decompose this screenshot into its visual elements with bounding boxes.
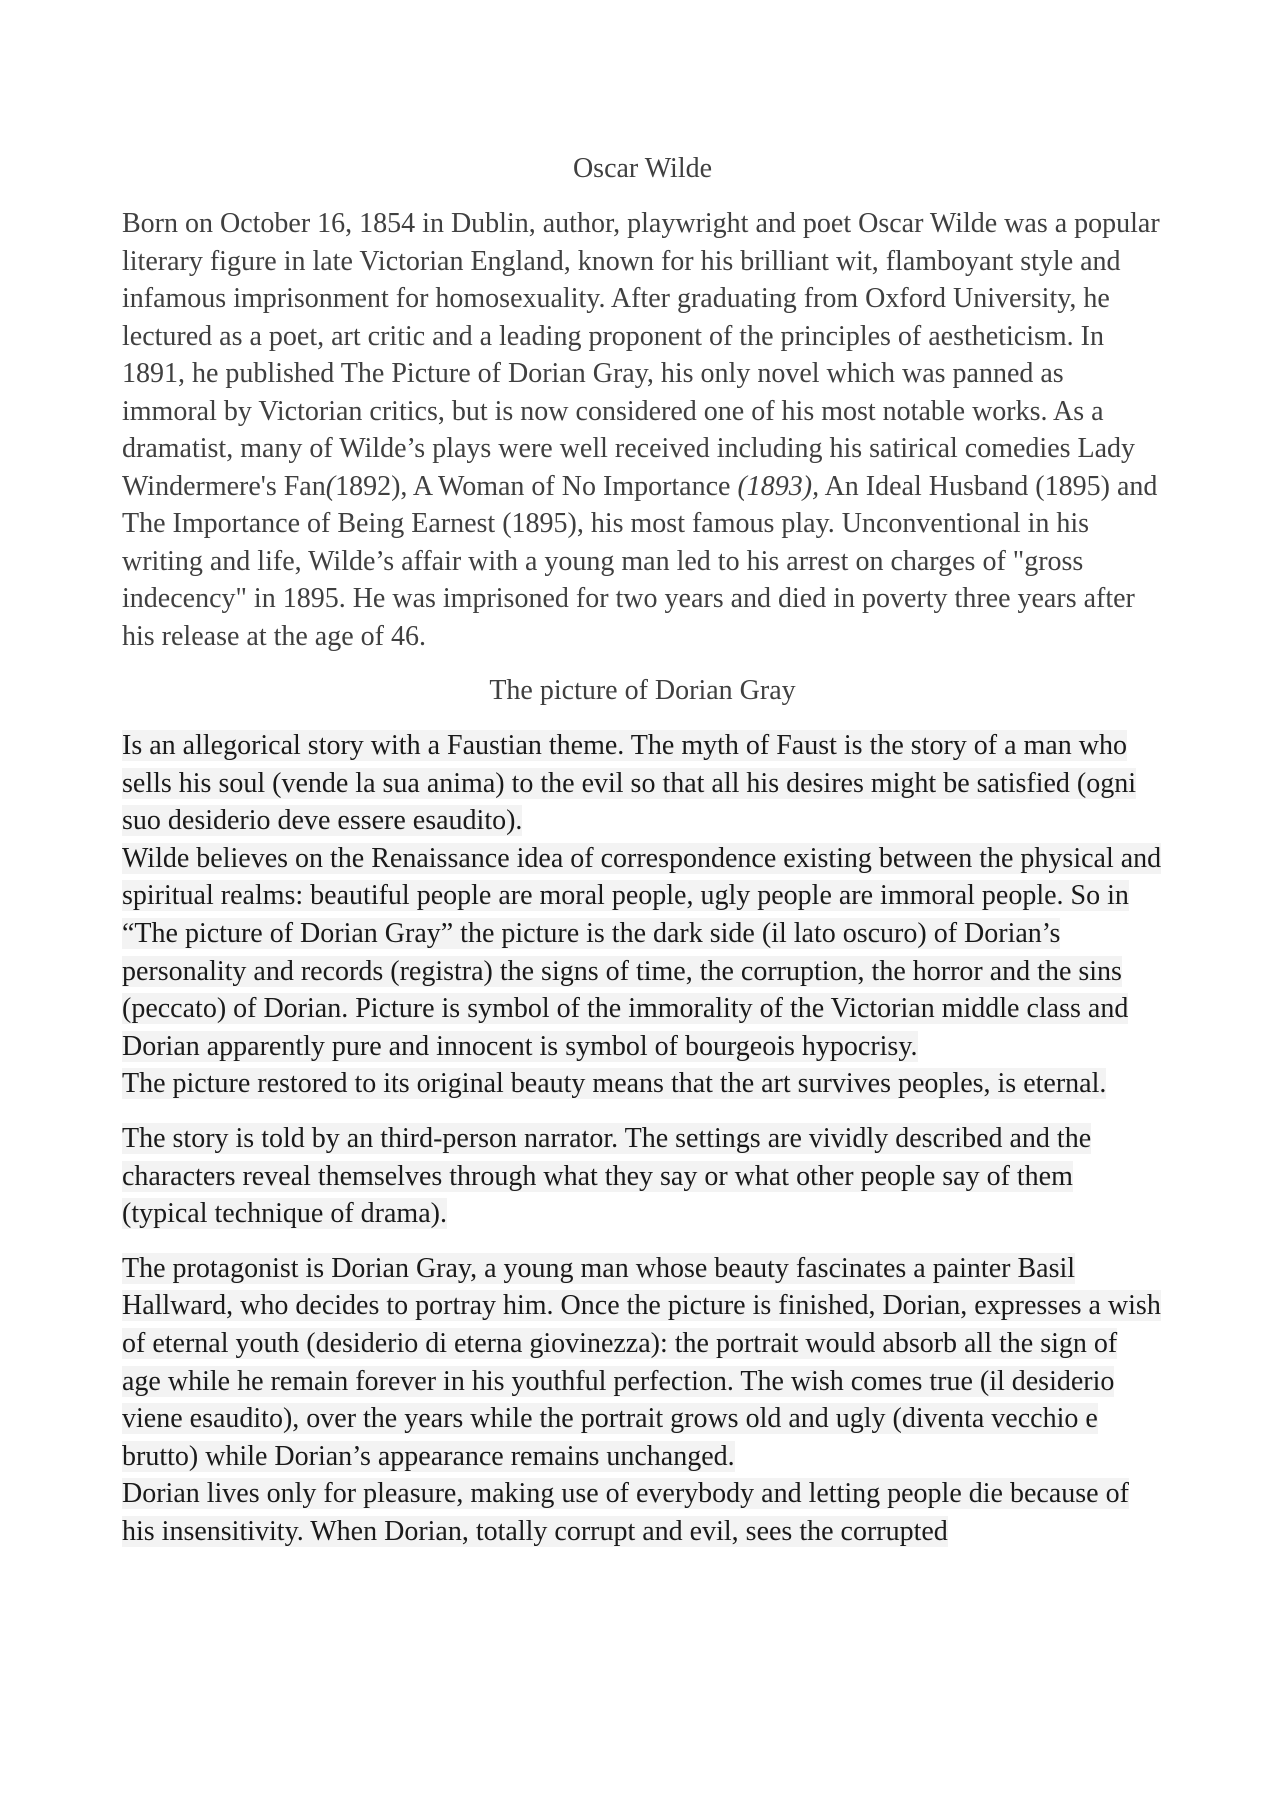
bio-text-part3: An Ideal Husband (1895) and The Importance of Being Earnest (1895), his most famous play. Unconventional in his writing and life, Wilde’s affair with a young man led to his arrest on charges of "gross indecency" in 1895. He was imprisoned for two years and died in poverty three years after his release at the age of 46. — [122, 470, 1158, 652]
document-title: Oscar Wilde — [572, 153, 713, 184]
bio-text-part1: Born on October 16, 1854 in Dublin, author, playwright and poet Oscar Wilde was a popular literary figure in late Victorian England, known for his brilliant wit, flamboyant style and infamous imprisonment for homosexuality. After graduating from Oxford University, he lectured as a poet, art critic and a leading proponent of the principles of aestheticism. In 1891, he published The Picture of Dorian Gray, his only novel which was panned as immoral by Victorian critics, but is now considered one of his most notable works. As a dramatist, many of Wilde’s plays were well received including his satirical comedies Lady Windermere's Fan — [122, 208, 1160, 502]
narrator-section — [122, 1120, 1163, 1233]
art-eternal-paragraph: The picture restored to its original beauty means that the art survives peoples, is eternal. — [122, 1068, 1107, 1100]
narrator-paragraph: The story is told by an third-person narrator. The settings are vividly described and the characters reveal themselves through what they say or what other people say of them (typical technique of drama). — [122, 1122, 1092, 1230]
biography-paragraph — [122, 205, 1163, 655]
bio-italic-paren: ( — [325, 470, 336, 502]
section-subtitle: The picture of Dorian Gray — [489, 675, 796, 706]
allegory-section — [122, 727, 1163, 1103]
bio-italic-year: (1893), — [737, 470, 820, 502]
bio-text-part2: 1892), A Woman of No Importance — [335, 470, 738, 502]
allegory-paragraph: Is an allegorical story with a Faustian theme. The myth of Faust is the story of a man who sells his soul (vende la sua anima) to the evil so that all his desires might be satisfied (ogni suo desiderio deve essere esaudito). — [122, 730, 1137, 837]
protagonist-paragraph: The protagonist is Dorian Gray, a young man whose beauty fascinates a painter Basil Hallward, who decides to portray him. Once the picture is finished, Dorian, expresses a wish of eternal youth (desiderio di eterna giovinezza): the portrait would absorb all the sign of age while he remain forever in his youthful perfection. The wish comes true (il desiderio viene esaudito), over the years while the portrait grows old and ugly (diventa vecchio e brutto) while Dorian’s appearance remains unchanged. — [122, 1252, 1161, 1472]
renaissance-paragraph: Wilde believes on the Renaissance idea of correspondence existing between the physical and spiritual realms: beautiful people are moral people, ugly people are immoral people. So in “The picture of Dorian Gray” the picture is the dark side (il lato oscuro) of Dorian’s personality and records (registra) the signs of time, the corruption, the horror and the sins (peccato) of Dorian. Picture is symbol of the immorality of the Victorian middle class and Dorian apparently pure and innocent is symbol of bourgeois hypocrisy. — [122, 842, 1162, 1062]
pleasure-paragraph: Dorian lives only for pleasure, making use of everybody and letting people die because of his insensitivity. When Dorian, totally corrupt and evil, sees the corrupted — [122, 1478, 1129, 1547]
protagonist-section — [122, 1250, 1163, 1551]
